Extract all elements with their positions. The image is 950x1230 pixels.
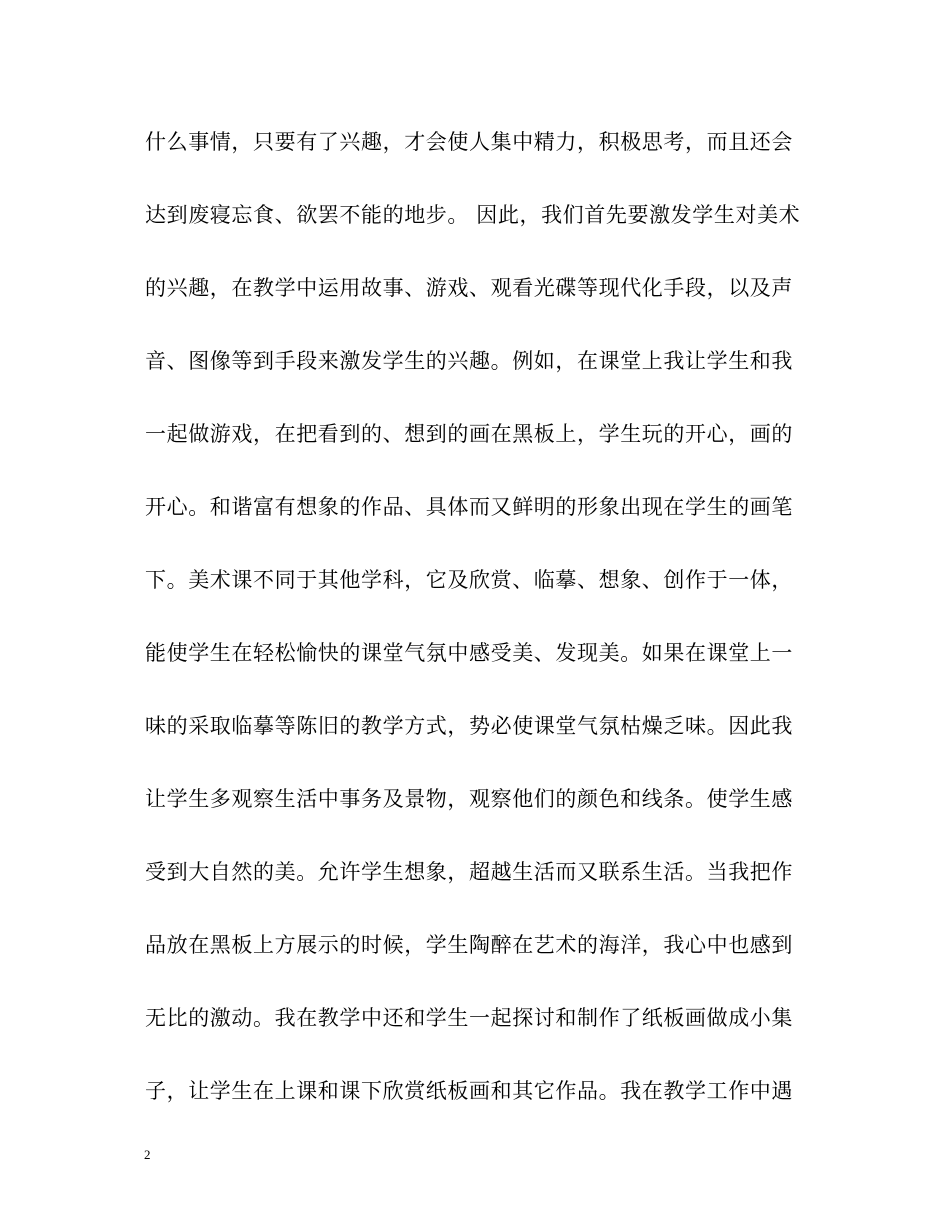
- text-line: 受到大自然的美。允许学生想象，超越生活而又联系生活。当我把作: [145, 860, 793, 884]
- text-line: 达到废寝忘食、欲罢不能的地步。 因此，我们首先要激发学生对美术: [145, 203, 801, 227]
- text-line: 味的采取临摹等陈旧的教学方式，势必使课堂气氛枯燥乏味。因此我: [145, 714, 793, 738]
- text-line: 一起做游戏，在把看到的、想到的画在黑板上，学生玩的开心，画的: [145, 422, 793, 446]
- text-line: 下。美术课不同于其他学科，它及欣赏、临摹、想象、创作于一体，: [145, 568, 793, 592]
- body-text: [145, 122, 810, 1144]
- text-line: 能使学生在轻松愉快的课堂气氛中感受美、发现美。如果在课堂上一: [145, 641, 793, 665]
- page-number: 2: [144, 1147, 151, 1162]
- text-line: 子，让学生在上课和课下欣赏纸板画和其它作品。我在教学工作中遇: [145, 1079, 793, 1103]
- text-line: 音、图像等到手段来激发学生的兴趣。例如，在课堂上我让学生和我: [145, 349, 793, 373]
- text-line: 的兴趣，在教学中运用故事、游戏、观看光碟等现代化手段，以及声: [145, 276, 793, 300]
- text-line: 让学生多观察生活中事务及景物，观察他们的颜色和线条。使学生感: [145, 787, 793, 811]
- text-line: 品放在黑板上方展示的时候，学生陶醉在艺术的海洋，我心中也感到: [145, 933, 793, 957]
- text-line: 无比的激动。我在教学中还和学生一起探讨和制作了纸板画做成小集: [145, 1006, 793, 1030]
- text-line: 开心。和谐富有想象的作品、具体而又鲜明的形象出现在学生的画笔: [145, 495, 793, 519]
- text-line: 什么事情，只要有了兴趣，才会使人集中精力，积极思考，而且还会: [145, 130, 793, 154]
